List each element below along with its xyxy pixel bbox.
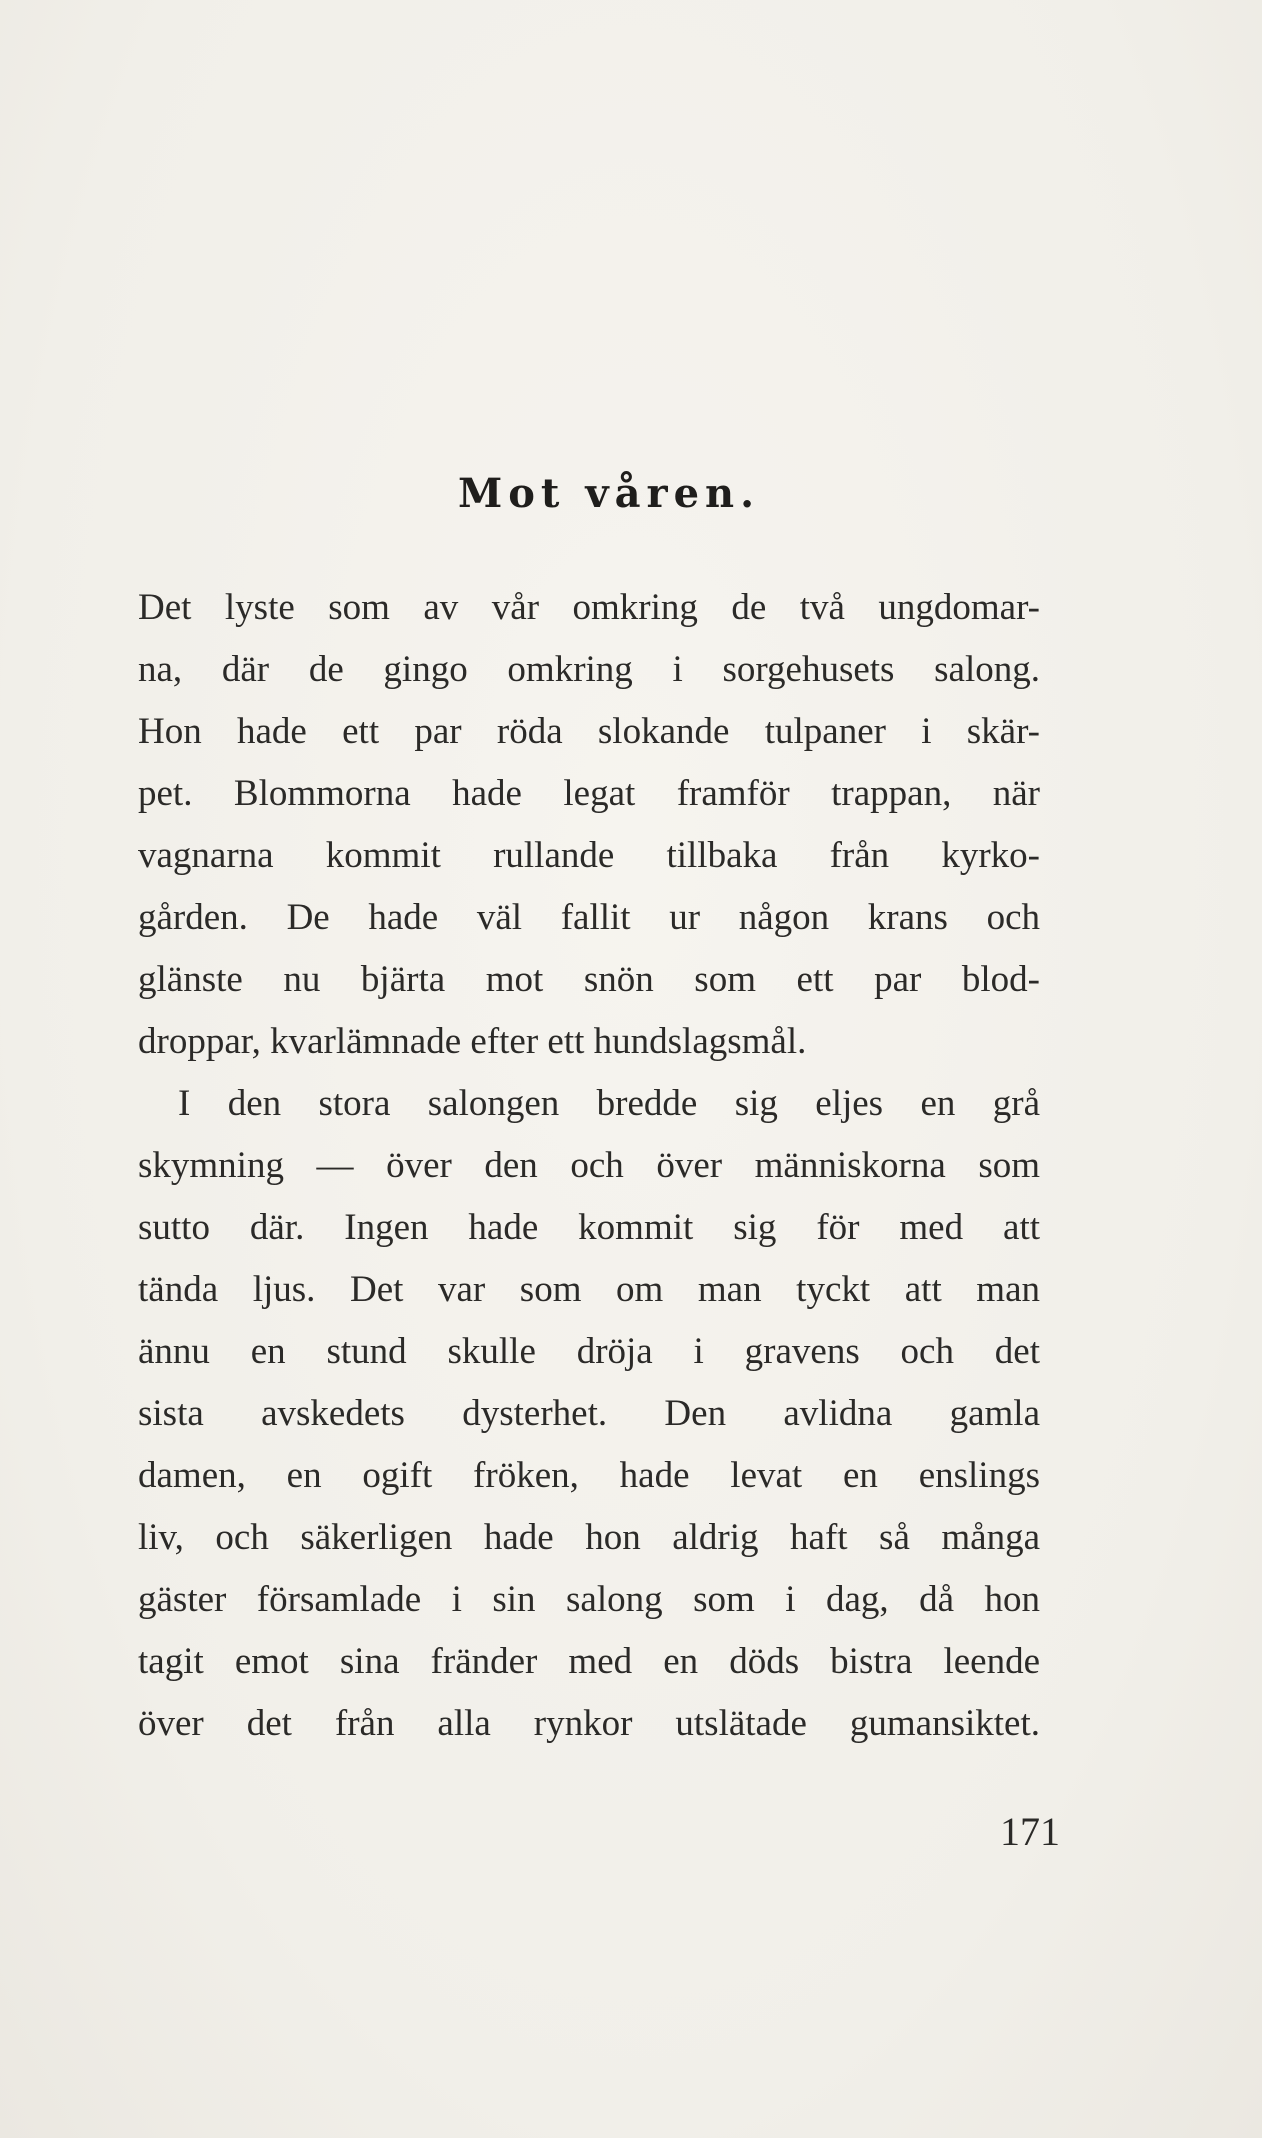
text-line: damen, en ogift fröken, hade levat en enslings (138, 1455, 1040, 1496)
text-line: sista avskedets dysterhet. Den avlidna gamla (138, 1393, 1040, 1434)
text-line: skymning — över den och över människorna som (138, 1145, 1040, 1186)
text-block (138, 452, 1040, 1755)
chapter-title: Mot våren. (457, 470, 761, 517)
text-line: ännu en stund skulle dröja i gravens och det (138, 1331, 1040, 1372)
text-line: gården. De hade väl fallit ur någon krans och (138, 897, 1040, 938)
text-line: pet. Blommorna hade legat framför trappan, när (138, 773, 1040, 814)
text-line: droppar, kvarlämnade efter ett hundslagsmål. (138, 1021, 807, 1062)
text-line: sutto där. Ingen hade kommit sig för med att (138, 1207, 1040, 1248)
text-line: Hon hade ett par röda slokande tulpaner i skär- (138, 711, 1040, 752)
text-line: na, där de gingo omkring i sorgehusets salong. (138, 649, 1040, 690)
text-line: liv, och säkerligen hade hon aldrig haft så många (138, 1517, 1040, 1558)
text-line: I den stora salongen bredde sig eljes en grå (178, 1083, 1040, 1124)
text-line: vagnarna kommit rullande tillbaka från kyrko- (138, 835, 1040, 876)
text-line: glänste nu bjärta mot snön som ett par blod- (138, 959, 1040, 1000)
text-line: gäster församlade i sin salong som i dag, då hon (138, 1579, 1040, 1620)
text-line: över det från alla rynkor utslätade gumansiktet. (138, 1703, 1040, 1744)
text-line: tagit emot sina fränder med en döds bistra leende (138, 1641, 1040, 1682)
text-line: tända ljus. Det var som om man tyckt att man (138, 1269, 1040, 1310)
text-line: Det lyste som av vår omkring de två ungdomar- (138, 587, 1040, 628)
page-number: 171 (1000, 1809, 1060, 1854)
